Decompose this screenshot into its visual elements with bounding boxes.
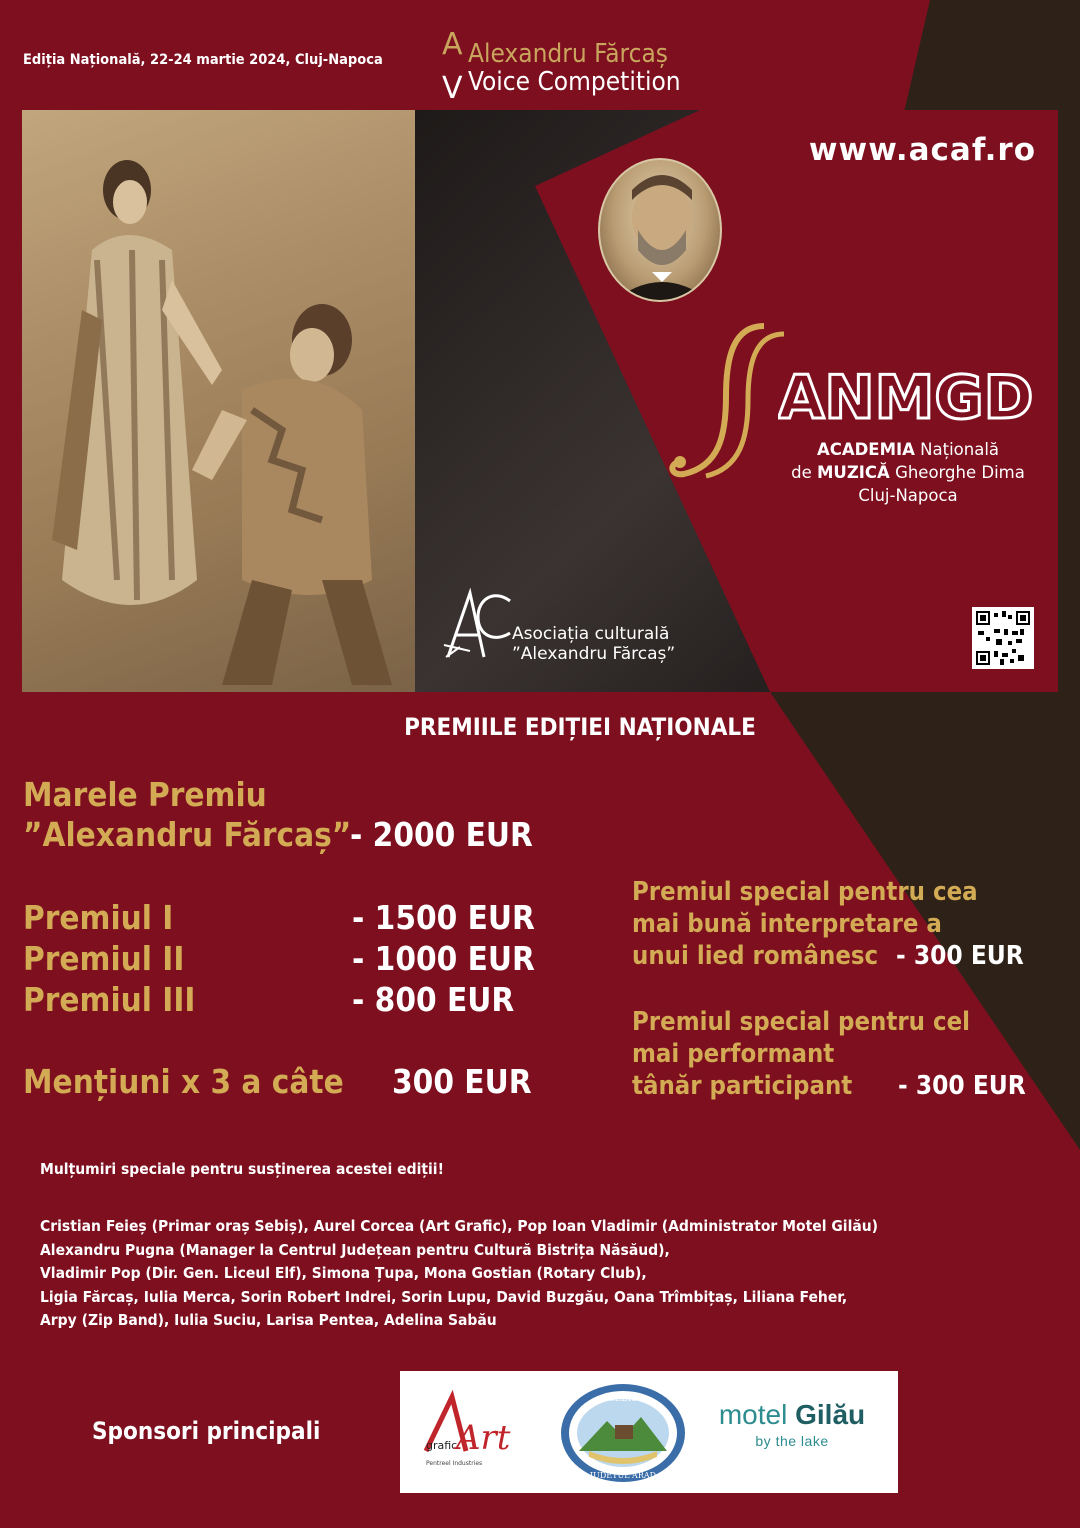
asociatie-line2: ”Alexandru Fărcaș”: [512, 644, 676, 664]
motel-name: Gilău: [795, 1399, 866, 1430]
motel-prefix: motel: [718, 1399, 788, 1430]
competition-subtitle: Voice Competition: [468, 67, 681, 97]
special-1-line2: mai bună interpretare a: [632, 909, 942, 939]
seal-top-text: SEBIS: [608, 1394, 638, 1404]
anmgd-line2-bold: MUZICĂ: [817, 463, 890, 482]
prize-2-label: Premiul II: [23, 939, 185, 978]
asociatie-logo-icon: [440, 585, 516, 665]
grand-prize-label-2: ”Alexandru Fărcaș”: [23, 815, 352, 854]
prize-3-label: Premiul III: [23, 980, 196, 1019]
art-logo-small: grafic: [426, 1439, 458, 1452]
asociatie-name: [512, 624, 675, 664]
anmgd-logo-letters: [778, 362, 1040, 428]
thanks-line: Vladimir Pop (Dir. Gen. Liceul Elf), Simona Țupa, Mona Gostian (Rotary Club),: [40, 1264, 647, 1282]
av-logo-icon: [440, 24, 470, 102]
thanks-line: Arpy (Zip Band), Iulia Suciu, Larisa Pentea, Adelina Sabău: [40, 1311, 497, 1329]
anmgd-line3: Cluj-Napoca: [858, 486, 958, 505]
prizes-title: PREMIILE EDIȚIEI NAȚIONALE: [404, 713, 756, 741]
svg-text:A: A: [442, 27, 463, 62]
portrait-illustration: [600, 160, 722, 302]
anmgd-letters-text: ANMGD: [778, 363, 1034, 428]
special-1-line3: unui lied românesc: [632, 941, 879, 971]
anmgd-line1-rest: Națională: [920, 440, 1000, 459]
prize-3-amount: - 800 EUR: [352, 980, 515, 1019]
opera-photo-illustration: [22, 110, 415, 692]
competition-name: Alexandru Fărcaș: [468, 39, 668, 69]
sebis-seal-logo: [557, 1381, 689, 1485]
qr-code-pattern: [976, 611, 1030, 665]
thanks-list: [40, 1215, 878, 1333]
edition-info: Ediția Națională, 22-24 martie 2024, Cluj-Napoca: [23, 52, 383, 68]
special-1-amount: - 300 EUR: [896, 941, 1024, 971]
art-logo-big: Art: [456, 1418, 511, 1458]
motel-sub: by the lake: [755, 1433, 829, 1449]
thanks-line: Alexandru Pugna (Manager la Centrul Județean pentru Cultură Bistrița Năsăud),: [40, 1240, 670, 1259]
special-2-line3: tânăr participant: [632, 1071, 853, 1101]
prize-1-label: Premiul I: [23, 898, 174, 937]
portrait-photo: [598, 158, 722, 302]
anmgd-emblem-icon: [664, 316, 794, 484]
anmgd-caption: [776, 438, 1040, 507]
special-2-line1: Premiul special pentru cel: [632, 1007, 970, 1037]
thanks-line: Cristian Feieș (Primar oraș Sebiș), Aurel Corcea (Art Grafic), Pop Ioan Vladimir (Administrator Motel Gilău): [40, 1217, 879, 1235]
prize-1-amount: - 1500 EUR: [352, 898, 535, 937]
motel-gilau-logo: [702, 1399, 882, 1449]
anmgd-line1-bold: ACADEMIA: [816, 440, 915, 459]
qr-code-icon[interactable]: [972, 607, 1034, 669]
thanks-line: Ligia Fărcaș, Iulia Merca, Sorin Robert Indrei, Sorin Lupu, David Buzgău, Oana Trîmbițaș, Liliana Feher,: [40, 1287, 848, 1306]
special-2-line2: mai performant: [632, 1039, 835, 1069]
thanks-title: Mulțumiri speciale pentru susținerea acestei ediții!: [40, 1160, 444, 1178]
opera-photo: [22, 110, 415, 692]
prize-2-amount: - 1000 EUR: [352, 939, 535, 978]
sponsors-logos: [400, 1371, 898, 1493]
seal-bottom-text: JUDETUL ARAD: [589, 1471, 657, 1480]
asociatie-line1: Asociația culturală: [512, 624, 670, 644]
grand-prize-amount: - 2000 EUR: [350, 815, 533, 854]
sponsors-label: Sponsori principali: [92, 1417, 321, 1445]
art-logo-tag: Pentreel Industries: [426, 1460, 483, 1467]
special-2-amount: - 300 EUR: [898, 1071, 1026, 1101]
website-url[interactable]: www.acaf.ro: [808, 132, 1036, 168]
anmgd-line2-prefix: de: [791, 463, 812, 482]
svg-text:V: V: [442, 71, 463, 102]
anmgd-line2-rest: Gheorghe Dima: [895, 463, 1025, 482]
special-1-line1: Premiul special pentru cea: [632, 877, 978, 907]
art-grafic-logo: [422, 1389, 534, 1475]
mentions-label: Mențiuni x 3 a câte: [23, 1062, 344, 1101]
mentions-amount: 300 EUR: [392, 1062, 532, 1101]
grand-prize-label-1: Marele Premiu: [23, 775, 267, 814]
